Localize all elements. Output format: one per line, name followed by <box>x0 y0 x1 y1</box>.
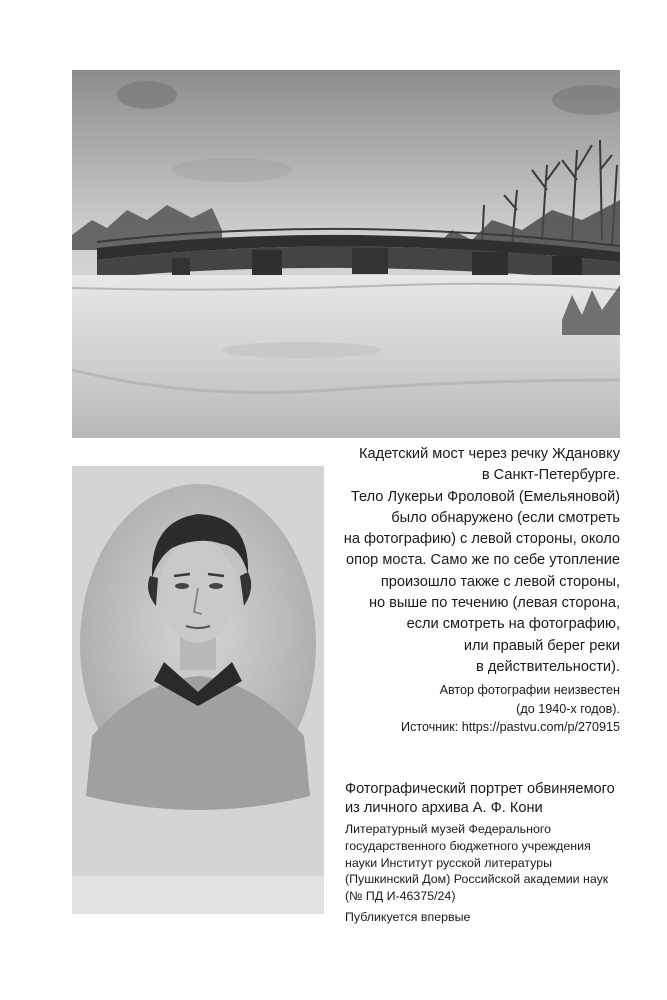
caption-line: если смотреть на фотографию, <box>406 616 620 633</box>
portrait-image <box>72 466 324 914</box>
photo-credit <box>340 681 620 737</box>
bridge-photograph <box>72 70 620 438</box>
archive-line: Литературный музей Федерального <box>345 822 552 836</box>
archive-line: науки Институт русской литературы <box>345 855 553 870</box>
caption-line: Тело Лукерьи Фроловой (Емельяновой) <box>350 488 620 505</box>
archive-line: (Пушкинский Дом) Российской академии наук <box>345 872 609 887</box>
archive-credit <box>345 821 635 905</box>
archive-line: государственного бюджетного учреждения <box>345 838 591 853</box>
caption-line: в Санкт-Петербурге. <box>481 467 620 484</box>
credit-line: (до 1940-х годов). <box>516 701 620 716</box>
caption-line: произошло также с левой стороны, <box>380 573 620 590</box>
portrait-photograph <box>72 466 324 914</box>
caption-line: было обнаружено (если смотреть <box>391 509 620 526</box>
publication-note: Публикуется впервые <box>345 909 471 924</box>
archive-line: (№ ПД И-46375/24) <box>345 889 456 904</box>
credit-line: Автор фотографии неизвестен <box>439 683 620 698</box>
caption-line: опор моста. Само же по себе утопление <box>346 552 620 569</box>
caption-line: Кадетский мост через речку Ждановку <box>358 446 620 462</box>
caption-line: но выше по течению (левая сторона, <box>368 595 620 612</box>
caption-title-line: из личного архива А. Ф. Кони <box>345 800 543 816</box>
bridge-image <box>72 70 620 438</box>
signature-strip <box>72 876 324 914</box>
caption-line: в действительности). <box>476 658 620 675</box>
portrait-caption <box>345 780 635 926</box>
caption-line: на фотографию) с левой стороны, около <box>343 531 620 548</box>
bridge-caption <box>340 444 620 737</box>
caption-title-line: Фотографический портрет обвиняемого <box>345 781 615 797</box>
caption-line: или правый берег реки <box>463 637 620 654</box>
source-link[interactable]: Источник: https://pastvu.com/p/270915 <box>401 720 620 735</box>
